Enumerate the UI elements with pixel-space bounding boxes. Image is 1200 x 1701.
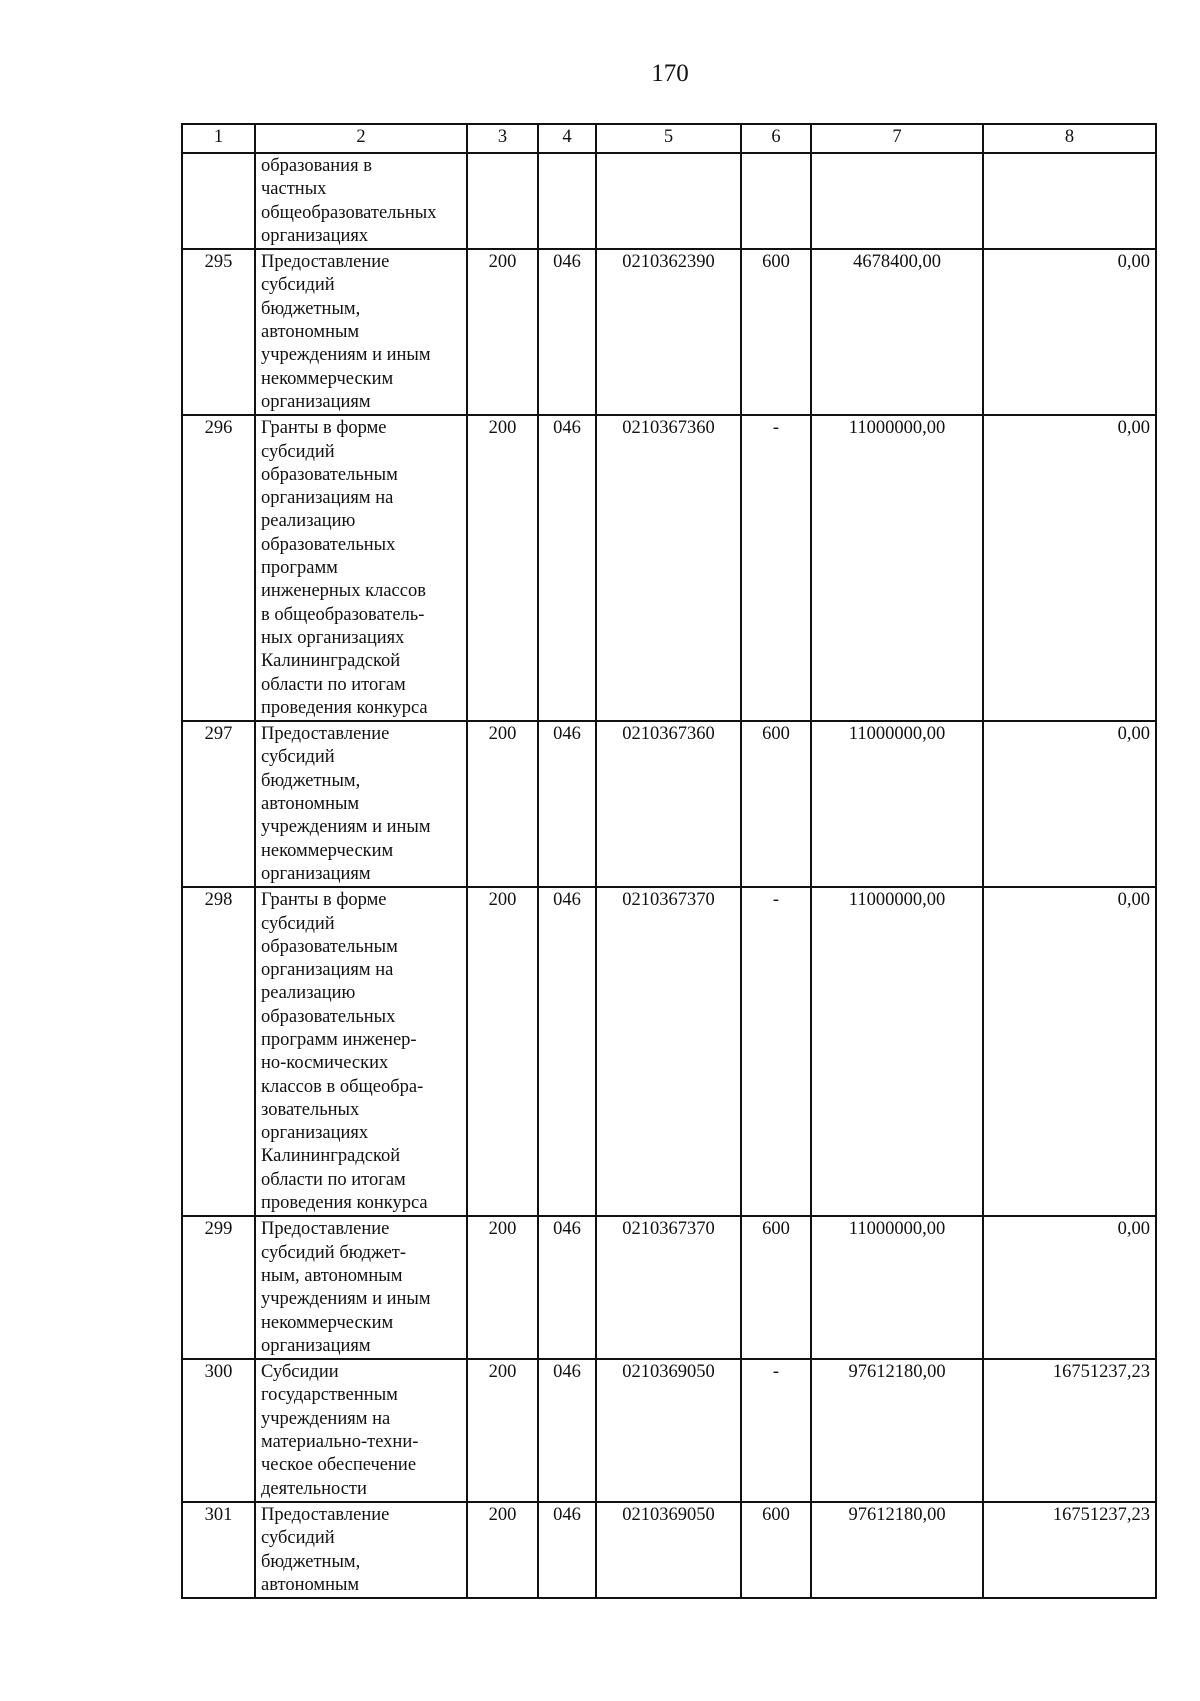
row-col4-code <box>538 153 596 249</box>
row-col3-code: 200 <box>467 249 538 415</box>
row-target-code: 0210367360 <box>596 721 741 887</box>
row-expense-type: 600 <box>741 1502 811 1598</box>
row-number: 295 <box>182 249 255 415</box>
row-name: Предоставление субсидий бюджет- ным, автономным учреждениям и иным некоммерческим организациям <box>255 1216 467 1359</box>
row-col3-code: 200 <box>467 415 538 721</box>
row-col3-code: 200 <box>467 1216 538 1359</box>
row-number: 297 <box>182 721 255 887</box>
row-amount-executed: 0,00 <box>983 887 1156 1216</box>
table-body <box>182 153 1156 1598</box>
row-target-code: 0210367360 <box>596 415 741 721</box>
table-row <box>182 887 1156 1216</box>
row-expense-type: - <box>741 1359 811 1502</box>
row-amount-executed: 0,00 <box>983 249 1156 415</box>
row-amount-executed: 16751237,23 <box>983 1359 1156 1502</box>
row-expense-type: 600 <box>741 249 811 415</box>
row-expense-type: 600 <box>741 1216 811 1359</box>
row-number <box>182 153 255 249</box>
table-row <box>182 415 1156 721</box>
column-header-8: 8 <box>983 124 1156 153</box>
column-header-2: 2 <box>255 124 467 153</box>
row-col4-code: 046 <box>538 1216 596 1359</box>
header-row <box>182 124 1156 153</box>
row-expense-type: - <box>741 415 811 721</box>
row-amount-planned: 11000000,00 <box>811 1216 983 1359</box>
page-number: 170 <box>651 60 689 87</box>
column-header-4: 4 <box>538 124 596 153</box>
row-expense-type: 600 <box>741 721 811 887</box>
row-amount-planned: 97612180,00 <box>811 1359 983 1502</box>
row-amount-executed: 16751237,23 <box>983 1502 1156 1598</box>
row-amount-planned <box>811 153 983 249</box>
row-col4-code: 046 <box>538 887 596 1216</box>
row-name: Гранты в форме субсидий образовательным организациям на реализацию образовательных программ инженерных классов в общеобразователь- ных организациях Калининградской области по итогам проведения конкурса <box>255 415 467 721</box>
row-target-code: 0210367370 <box>596 887 741 1216</box>
row-col4-code: 046 <box>538 249 596 415</box>
table-row <box>182 721 1156 887</box>
row-target-code: 0210362390 <box>596 249 741 415</box>
row-amount-planned: 97612180,00 <box>811 1502 983 1598</box>
row-expense-type <box>741 153 811 249</box>
column-header-5: 5 <box>596 124 741 153</box>
row-col3-code: 200 <box>467 721 538 887</box>
row-name: Предоставление субсидий бюджетным, автономным <box>255 1502 467 1598</box>
row-col4-code: 046 <box>538 721 596 887</box>
table-row <box>182 249 1156 415</box>
table-row <box>182 1216 1156 1359</box>
row-number: 300 <box>182 1359 255 1502</box>
row-name: Субсидии государственным учреждениям на материально-техни- ческое обеспечение деятельности <box>255 1359 467 1502</box>
row-target-code <box>596 153 741 249</box>
row-number: 296 <box>182 415 255 721</box>
row-number: 299 <box>182 1216 255 1359</box>
row-col3-code: 200 <box>467 1502 538 1598</box>
column-header-1: 1 <box>182 124 255 153</box>
row-name: Гранты в форме субсидий образовательным организациям на реализацию образовательных программ инженер- но-космических классов в общеобра- зовательных организациях Калининградской области по итогам проведения конкурса <box>255 887 467 1216</box>
row-name: Предоставление субсидий бюджетным, автономным учреждениям и иным некоммерческим организациям <box>255 249 467 415</box>
row-col3-code: 200 <box>467 887 538 1216</box>
row-col3-code <box>467 153 538 249</box>
row-col3-code: 200 <box>467 1359 538 1502</box>
row-name: образования в частных общеобразовательных организациях <box>255 153 467 249</box>
budget-table <box>181 123 1157 1599</box>
row-name: Предоставление субсидий бюджетным, автономным учреждениям и иным некоммерческим организациям <box>255 721 467 887</box>
row-expense-type: - <box>741 887 811 1216</box>
column-header-7: 7 <box>811 124 983 153</box>
table-row <box>182 153 1156 249</box>
row-col4-code: 046 <box>538 415 596 721</box>
table-row <box>182 1359 1156 1502</box>
row-col4-code: 046 <box>538 1502 596 1598</box>
column-header-3: 3 <box>467 124 538 153</box>
table-row <box>182 1502 1156 1598</box>
row-amount-executed <box>983 153 1156 249</box>
row-amount-planned: 11000000,00 <box>811 415 983 721</box>
row-target-code: 0210369050 <box>596 1359 741 1502</box>
row-amount-planned: 11000000,00 <box>811 721 983 887</box>
row-target-code: 0210367370 <box>596 1216 741 1359</box>
row-col4-code: 046 <box>538 1359 596 1502</box>
row-amount-planned: 4678400,00 <box>811 249 983 415</box>
row-amount-executed: 0,00 <box>983 415 1156 721</box>
row-amount-executed: 0,00 <box>983 721 1156 887</box>
row-number: 301 <box>182 1502 255 1598</box>
row-amount-executed: 0,00 <box>983 1216 1156 1359</box>
column-header-6: 6 <box>741 124 811 153</box>
row-amount-planned: 11000000,00 <box>811 887 983 1216</box>
row-target-code: 0210369050 <box>596 1502 741 1598</box>
row-number: 298 <box>182 887 255 1216</box>
